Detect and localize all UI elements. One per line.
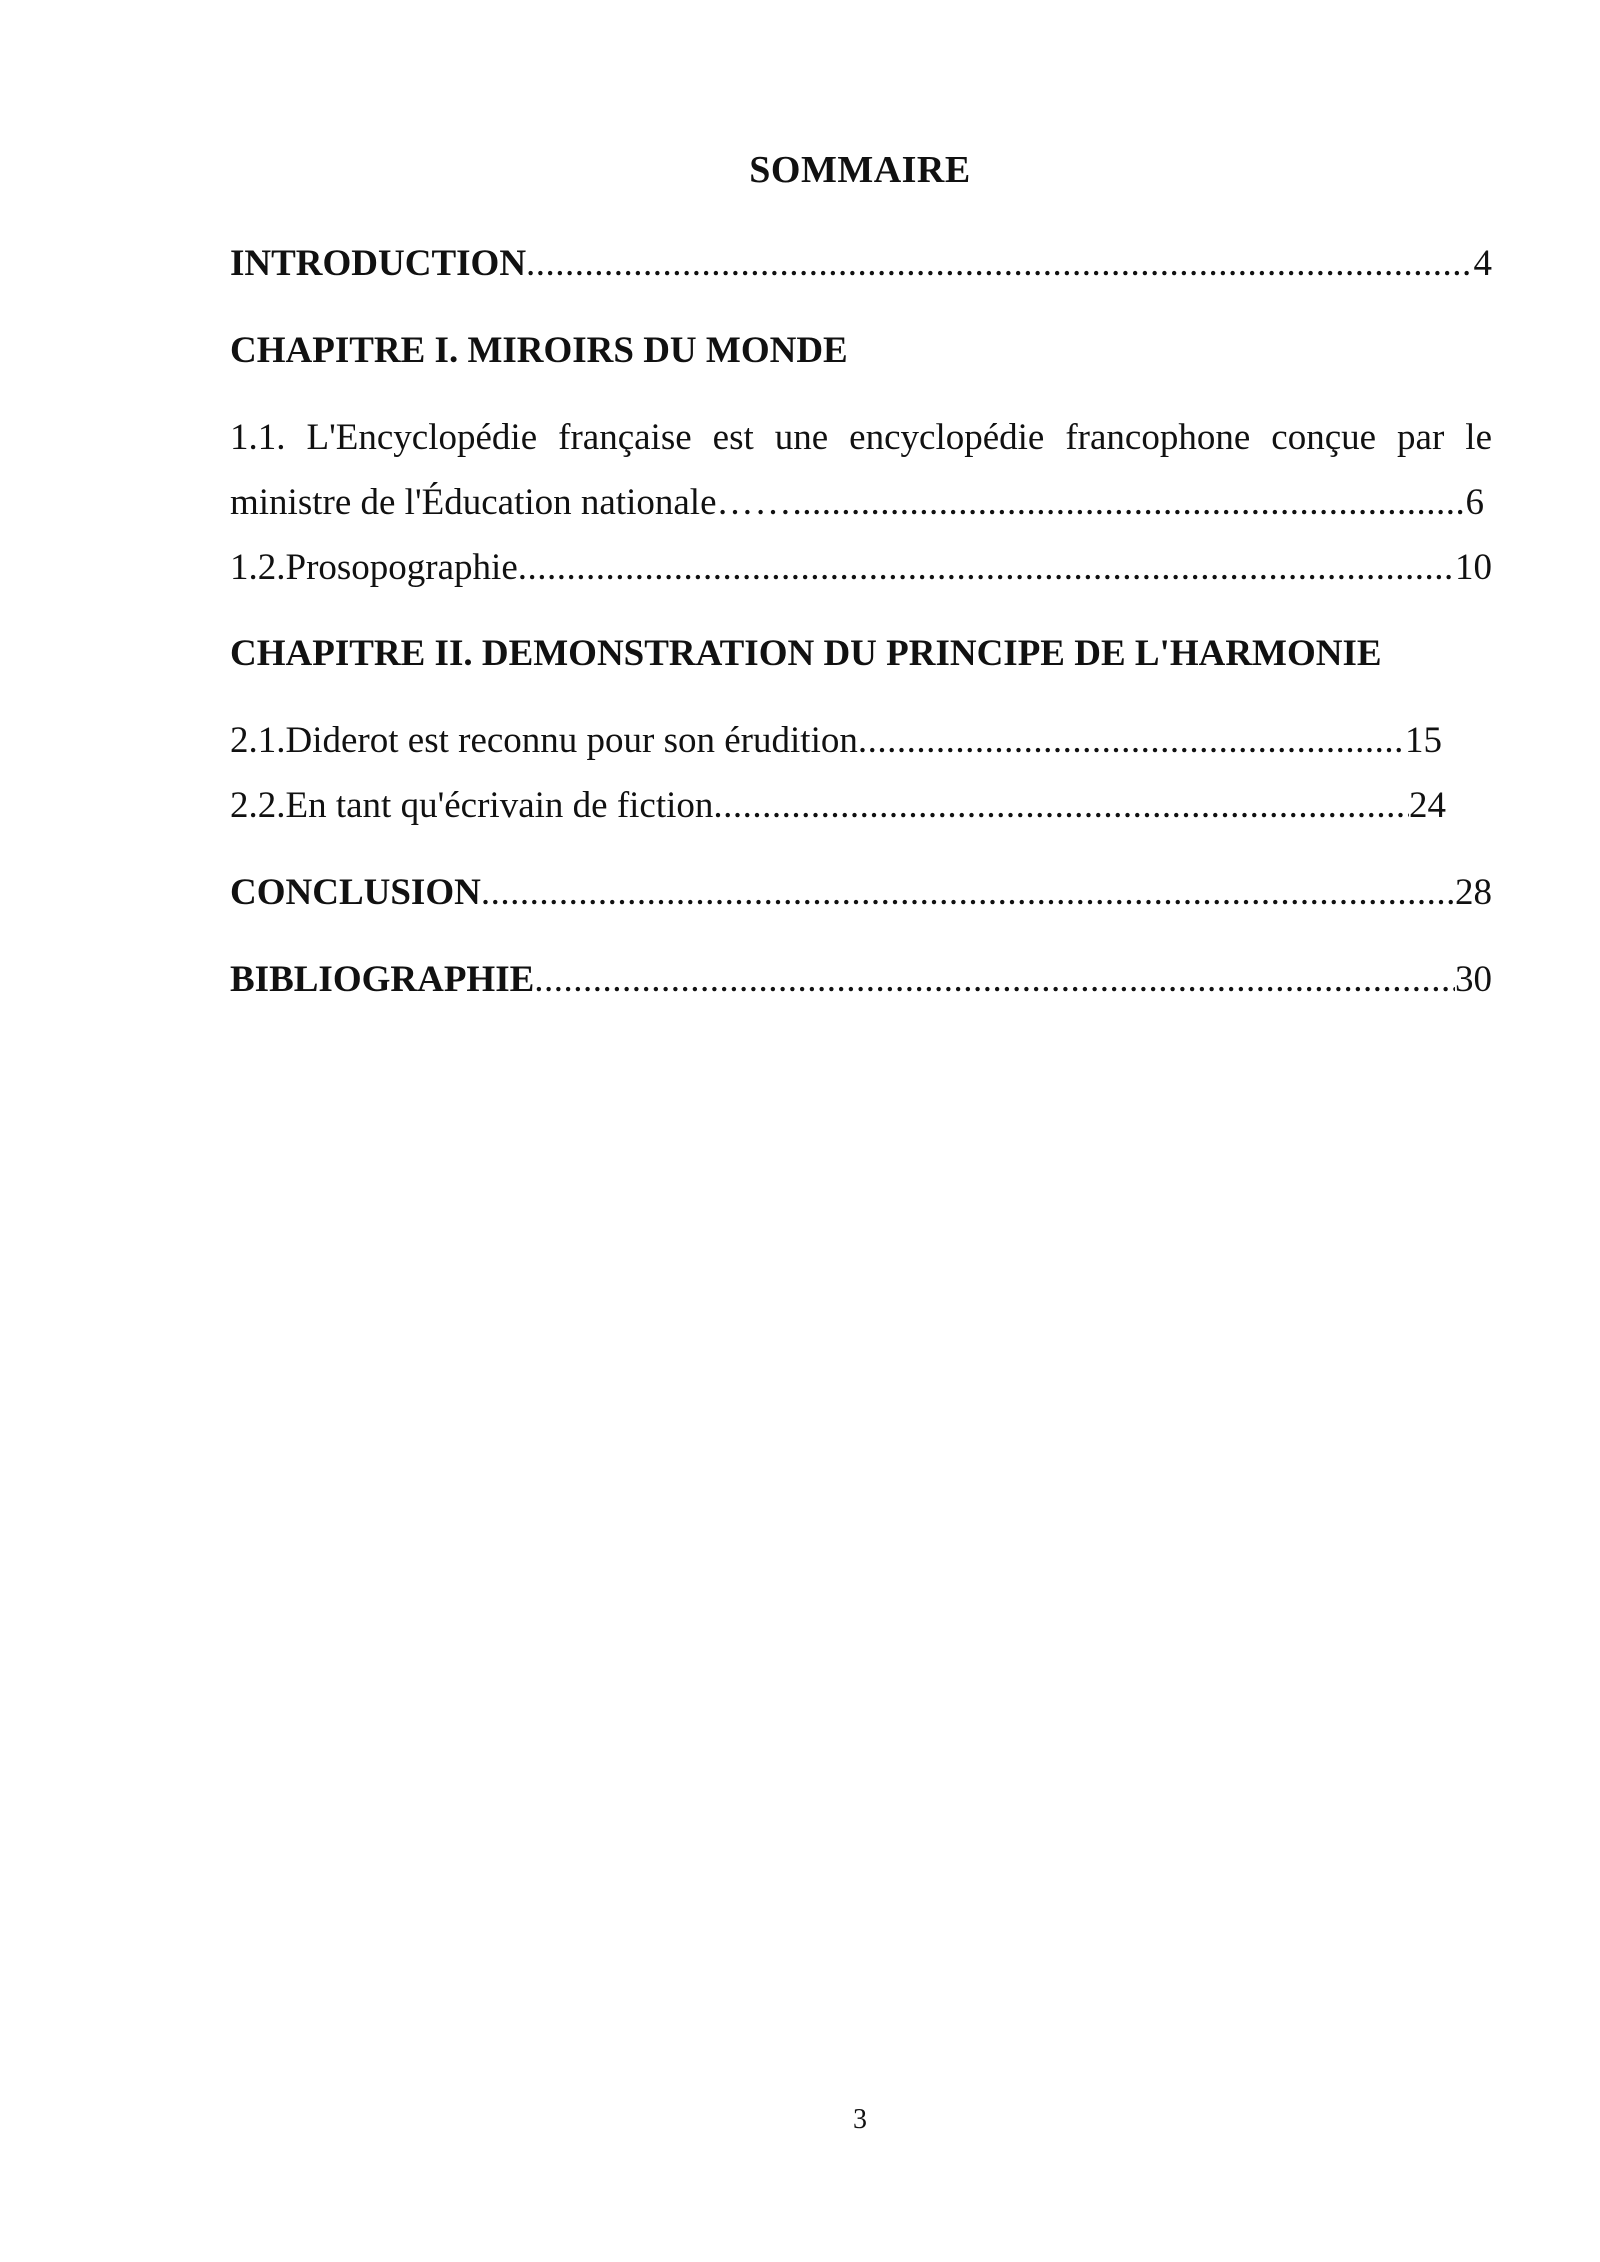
toc-leader-dots <box>481 871 1455 915</box>
page-number-footer: 3 <box>853 2104 867 2135</box>
toc-label: CONCLUSION <box>230 872 481 913</box>
toc-leader-dots <box>526 242 1473 286</box>
toc-entry-2-1[interactable] <box>230 719 1442 763</box>
toc-page-number: 24 <box>1409 785 1446 826</box>
toc-page-number: 10 <box>1455 547 1492 588</box>
toc-label: BIBLIOGRAPHIE <box>230 959 535 1000</box>
toc-leader-dots <box>793 481 1466 525</box>
toc-page-number: 4 <box>1473 243 1492 284</box>
toc-chapter-2-heading[interactable]: CHAPITRE II. DEMONSTRATION DU PRINCIPE DE L'HARMONIE <box>230 633 1382 674</box>
toc-entry-2-2[interactable] <box>230 784 1446 828</box>
toc-label: 1.2.Prosopographie <box>230 547 518 588</box>
toc-ellipsis-mark: …… <box>716 482 793 523</box>
toc-entry-1-2[interactable] <box>230 546 1492 590</box>
toc-page-number: 30 <box>1455 959 1492 1000</box>
toc-entry-1-1-line1[interactable]: 1.1. L'Encyclopédie française est une encyclopédie francophone conçue par le <box>230 417 1492 458</box>
toc-entry-1-1-line2[interactable] <box>230 481 1484 525</box>
page-title: SOMMAIRE <box>749 149 971 191</box>
toc-page-number: 6 <box>1465 482 1484 523</box>
toc-label: 2.2.En tant qu'écrivain de fiction <box>230 785 714 826</box>
toc-leader-dots <box>534 958 1455 1002</box>
toc-page-number: 28 <box>1455 872 1492 913</box>
toc-label: 2.1.Diderot est reconnu pour son érudition <box>230 720 858 761</box>
toc-entry-introduction[interactable] <box>230 242 1492 286</box>
toc-page-number: 15 <box>1405 720 1442 761</box>
toc-chapter-1-heading[interactable]: CHAPITRE I. MIROIRS DU MONDE <box>230 330 848 371</box>
toc-label: INTRODUCTION <box>230 243 527 284</box>
toc-entry-bibliographie[interactable] <box>230 958 1492 1002</box>
toc-entry-conclusion[interactable] <box>230 871 1492 915</box>
toc-leader-dots <box>518 546 1455 590</box>
toc-leader-dots <box>858 719 1405 763</box>
toc-leader-dots <box>713 784 1409 828</box>
toc-label: ministre de l'Éducation nationale <box>230 482 717 523</box>
